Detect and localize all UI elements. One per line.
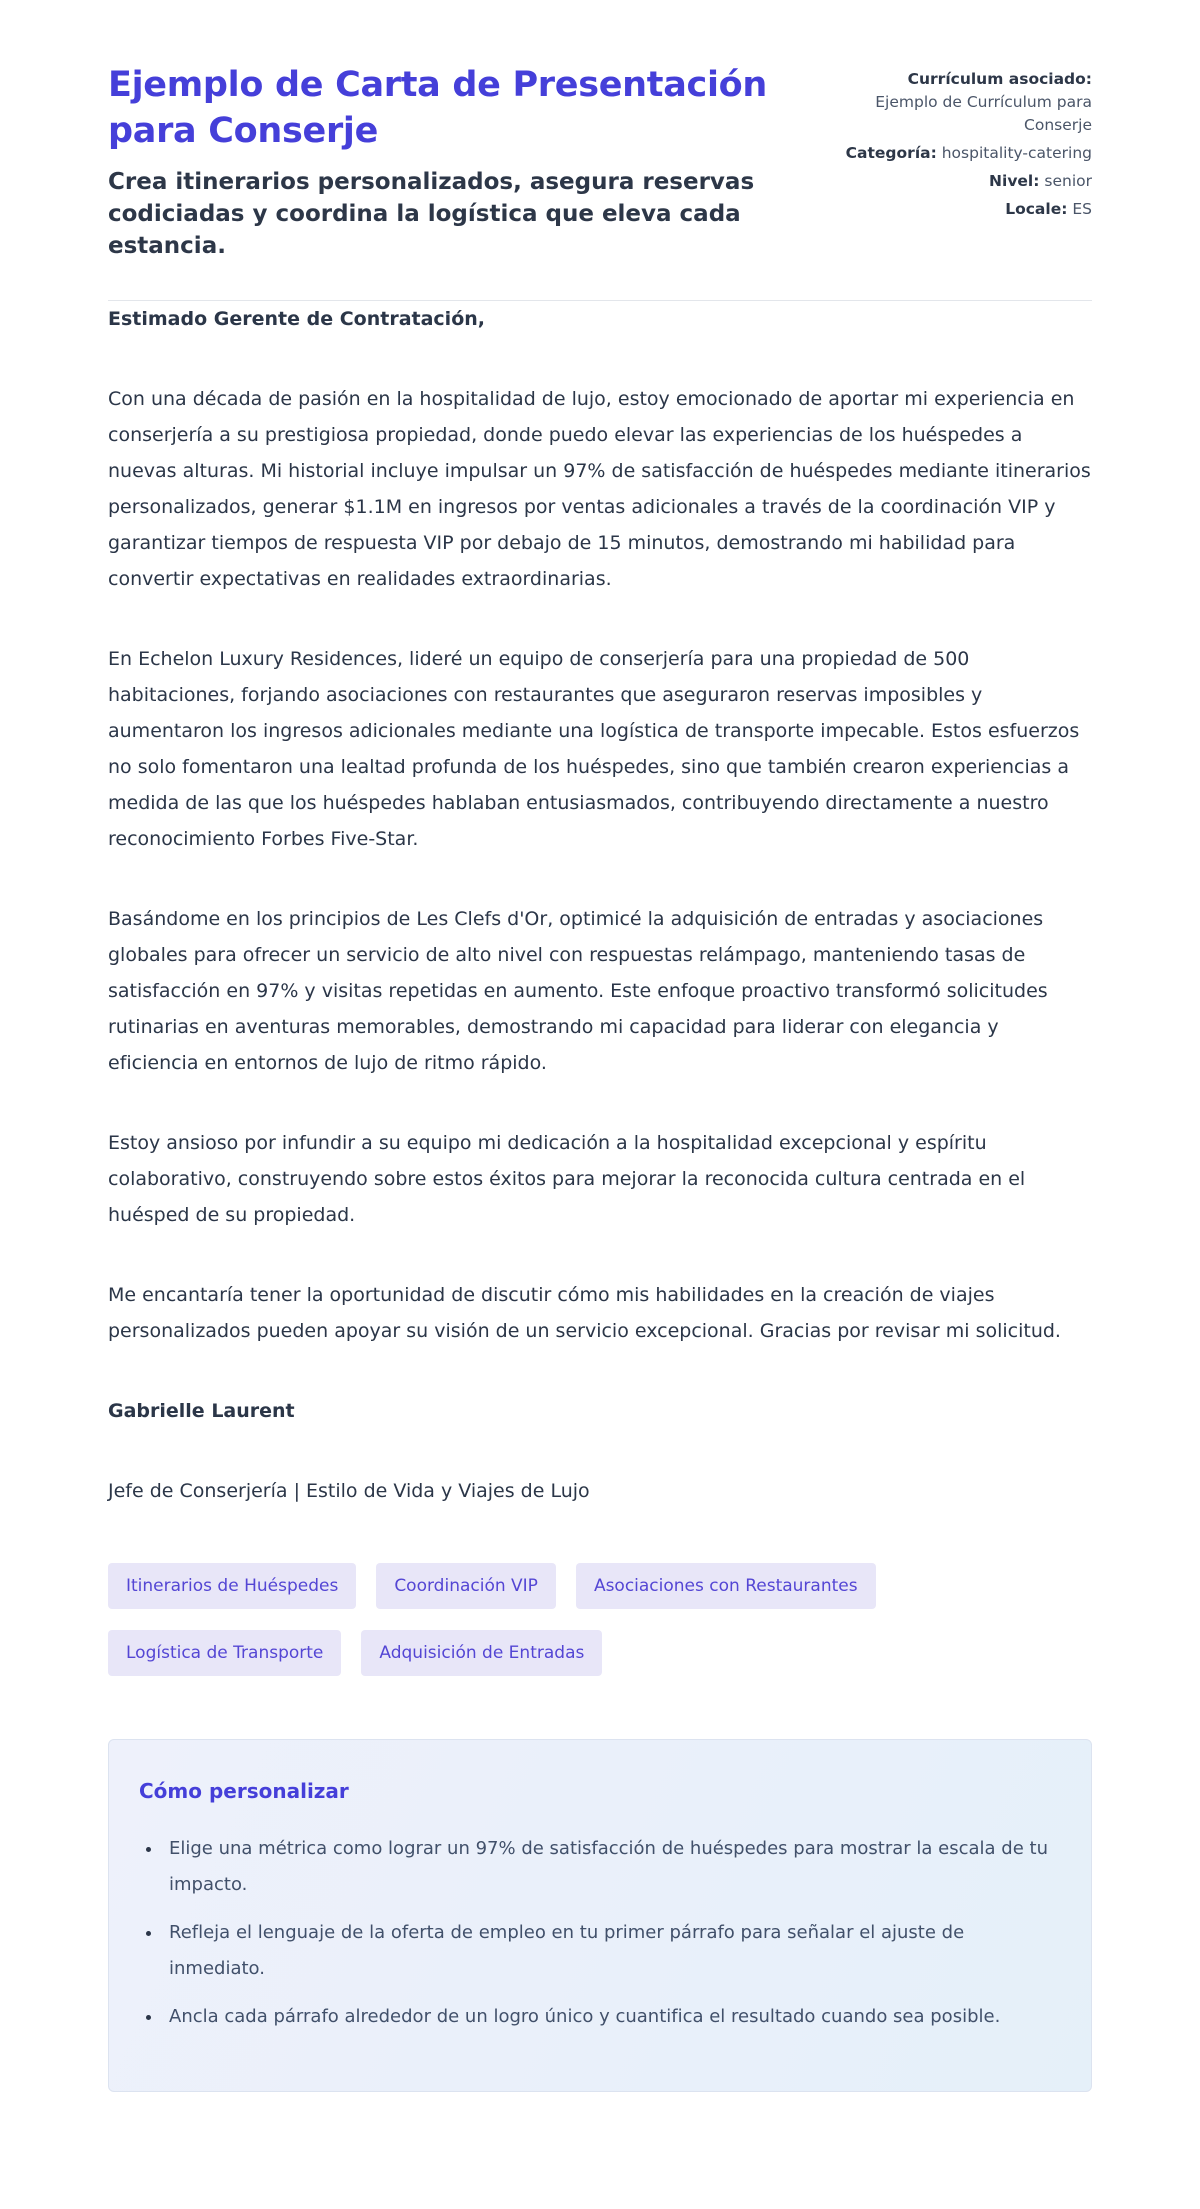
customize-box bbox=[108, 1739, 1092, 2092]
page-header bbox=[108, 62, 1092, 262]
cover-letter-page bbox=[108, 0, 1092, 2162]
skill-tag: Asociaciones con Restaurantes bbox=[576, 1563, 876, 1609]
meta-category-label: Categoría: bbox=[845, 144, 937, 162]
skill-tag: Adquisición de Entradas bbox=[361, 1630, 602, 1676]
skill-tags bbox=[108, 1563, 1092, 1676]
customize-tip: • Ancla cada párrafo alrededor de un logro único y cuantifica el resultado cuando sea posible. bbox=[163, 1999, 1061, 2035]
letter-paragraph: Estoy ansioso por infundir a su equipo mi dedicación a la hospitalidad excepcional y espíritu colaborativo, construyendo sobre estos éxitos para mejorar la reconocida cultura centrada en el huésped de su propiedad. bbox=[108, 1132, 1026, 1226]
header-title-block bbox=[108, 62, 768, 262]
meta-category-value: hospitality-catering bbox=[941, 144, 1092, 162]
meta-associated-resume bbox=[824, 68, 1092, 137]
customize-tips bbox=[139, 1831, 1061, 2035]
page-title: Ejemplo de Carta de Presentación para Conserje bbox=[108, 65, 768, 151]
customize-heading: Cómo personalizar bbox=[139, 1779, 349, 1803]
customize-tip: • Elige una métrica como lograr un 97% de satisfacción de huéspedes para mostrar la escala de tu impacto. bbox=[163, 1831, 1061, 1903]
meta-level bbox=[824, 170, 1092, 193]
signature-name: Gabrielle Laurent bbox=[108, 1400, 295, 1422]
meta-resume-value: Ejemplo de Currículum para Conserje bbox=[875, 93, 1092, 134]
customize-tip: • Refleja el lenguaje de la oferta de empleo en tu primer párrafo para señalar el ajuste de inmediato. bbox=[163, 1915, 1061, 1987]
resume-meta-panel bbox=[824, 62, 1092, 226]
skill-tag: Coordinación VIP bbox=[376, 1563, 556, 1609]
meta-locale-value: ES bbox=[1072, 200, 1092, 218]
letter-body bbox=[108, 301, 1092, 1509]
meta-level-label: Nivel: bbox=[989, 172, 1040, 190]
skill-tag: Itinerarios de Huéspedes bbox=[108, 1563, 356, 1609]
letter-paragraph: Con una década de pasión en la hospitalidad de lujo, estoy emocionado de aportar mi experiencia en conserjería a su prestigiosa propiedad, donde puedo elevar las experiencias de los huéspedes a nuevas alturas. Mi historial incluye impulsar un 97% de satisfacción de huéspedes mediante itinerarios personalizados, generar $1.1M en ingresos por ventas adicionales a través de la coordinación VIP y garantizar tiempos de respuesta VIP por debajo de 15 minutos, demostrando mi habilidad para convertir expectativas en realidades extraordinarias. bbox=[108, 388, 1091, 590]
meta-locale bbox=[824, 198, 1092, 221]
letter-paragraph: En Echelon Luxury Residences, lideré un equipo de conserjería para una propiedad de 500 habitaciones, forjando asociaciones con restaurantes que aseguraron reservas imposibles y aumentaron los ingresos adicionales mediante una logística de transporte impecable. Estos esfuerzos no solo fomentaron una lealtad profunda de los huéspedes, sino que también crearon experiencias a medida de las que los huéspedes hablaban entusiasmados, contribuyendo directamente a nuestro reconocimiento Forbes Five-Star. bbox=[108, 648, 1080, 850]
letter-greeting: Estimado Gerente de Contratación, bbox=[108, 308, 485, 330]
letter-paragraph: Basándome en los principios de Les Clefs d'Or, optimicé la adquisición de entradas y asociaciones globales para ofrecer un servicio de alto nivel con respuestas relámpago, manteniendo tasas de satisfacción en 97% y visitas repetidas en aumento. Este enfoque proactivo transformó solicitudes rutinarias en aventuras memorables, demostrando mi capacidad para liderar con elegancia y eficiencia en entornos de lujo de ritmo rápido. bbox=[108, 908, 1048, 1074]
meta-category bbox=[824, 142, 1092, 165]
letter-paragraphs bbox=[108, 381, 1092, 1349]
skill-tag: Logística de Transporte bbox=[108, 1630, 341, 1676]
meta-resume-label: Currículum asociado: bbox=[907, 70, 1092, 88]
signature-title: Jefe de Conserjería | Estilo de Vida y Viajes de Lujo bbox=[108, 1480, 590, 1502]
page-subtitle: Crea itinerarios personalizados, asegura reservas codiciadas y coordina la logística que eleva cada estancia. bbox=[108, 169, 755, 259]
meta-locale-label: Locale: bbox=[1005, 200, 1068, 218]
letter-paragraph: Me encantaría tener la oportunidad de discutir cómo mis habilidades en la creación de viajes personalizados pueden apoyar su visión de un servicio excepcional. Gracias por revisar mi solicitud. bbox=[108, 1284, 1061, 1342]
meta-level-value: senior bbox=[1044, 172, 1092, 190]
